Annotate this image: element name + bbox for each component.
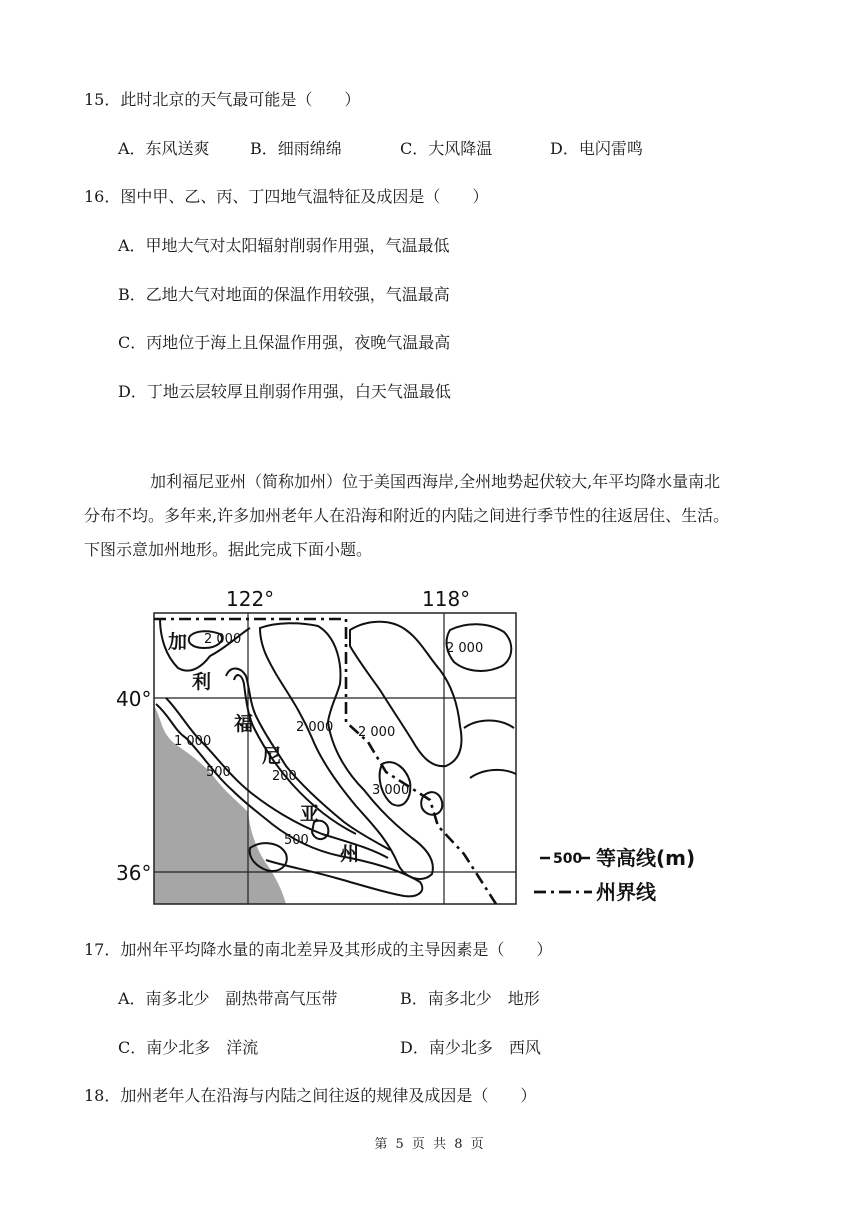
q16-option-c: C．丙地位于海上且保温作用强，夜晚气温最高 xyxy=(118,333,451,352)
contour-east-2 xyxy=(470,770,516,778)
lat-label-36: 36° xyxy=(116,861,152,885)
question-17-stem: 17．加州年平均降水量的南北差异及其形成的主导因素是（ ） xyxy=(84,940,553,959)
passage-line-3: 下图示意加州地形。据此完成下面小题。 xyxy=(84,540,373,559)
contour-label-3000: 3 000 xyxy=(372,783,410,798)
contour-label-2000-east: 2 000 xyxy=(358,725,396,740)
legend-boundary-text: 州界线 xyxy=(596,880,656,904)
state-char-1: 加 xyxy=(168,631,188,653)
contour-label-500-coast: 500 xyxy=(206,765,231,780)
q17-option-d: D．南少北多 西风 xyxy=(400,1038,541,1057)
q17-option-c: C．南少北多 洋流 xyxy=(118,1038,259,1057)
q16-option-b: B．乙地大气对地面的保温作用较强，气温最高 xyxy=(118,285,450,304)
contour-3000-small xyxy=(421,792,442,815)
state-char-2: 利 xyxy=(192,671,212,693)
contour-label-2000-central: 2 000 xyxy=(296,720,334,735)
state-char-6: 州 xyxy=(340,843,360,865)
q15-option-d: D．电闪雷鸣 xyxy=(550,139,643,158)
q17-option-a: A．南多北少 副热带高气压带 xyxy=(118,989,338,1008)
state-char-4: 尼 xyxy=(262,745,282,767)
question-16-stem: 16．图中甲、乙、丙、丁四地气温特征及成因是（ ） xyxy=(84,187,489,206)
contour-east-1 xyxy=(464,721,514,729)
california-topographic-map xyxy=(100,578,710,918)
contour-label-2000-ne: 2 000 xyxy=(446,641,484,656)
state-char-3: 福 xyxy=(234,713,254,735)
question-18-stem: 18．加州老年人在沿海与内陆之间往返的规律及成因是（ ） xyxy=(84,1086,537,1105)
legend-contour-text: 等高线(m) xyxy=(596,846,696,870)
question-15-stem: 15．此时北京的天气最可能是（ ） xyxy=(84,90,361,109)
lat-label-40: 40° xyxy=(116,687,152,711)
lon-label-122: 122° xyxy=(226,587,275,611)
contour-label-1000: 1 000 xyxy=(174,734,212,749)
q15-option-b: B．细雨绵绵 xyxy=(250,139,342,158)
contour-label-2000-nw: 2 000 xyxy=(204,632,242,647)
page-footer: 第 5 页 共 8 页 xyxy=(374,1137,486,1152)
passage-line-1: 加利福尼亚州（简称加州）位于美国西海岸,全州地势起伏较大,年平均降水量南北 xyxy=(150,472,721,491)
lon-label-118: 118° xyxy=(422,587,471,611)
state-char-5: 亚 xyxy=(300,803,320,825)
passage xyxy=(84,465,784,567)
passage-line-2: 分布不均。多年来,许多加州老年人在沿海和附近的内陆之间进行季节性的往返居住、生活。 xyxy=(84,506,730,525)
q16-option-a: A．甲地大气对太阳辐射削弱作用强，气温最低 xyxy=(118,236,450,255)
q15-option-a: A．东风送爽 xyxy=(118,139,210,158)
map-legend xyxy=(534,846,695,904)
contour-label-500-inland: 500 xyxy=(284,833,309,848)
q17-option-b: B．南多北少 地形 xyxy=(400,989,540,1008)
legend-contour-sample: 500 xyxy=(553,851,583,867)
contour-2000-east xyxy=(350,622,461,766)
contour-label-200: 200 xyxy=(272,769,297,784)
q15-option-c: C．大风降温 xyxy=(400,139,493,158)
q16-option-d: D．丁地云层较厚且削弱作用强，白天气温最低 xyxy=(118,382,451,401)
